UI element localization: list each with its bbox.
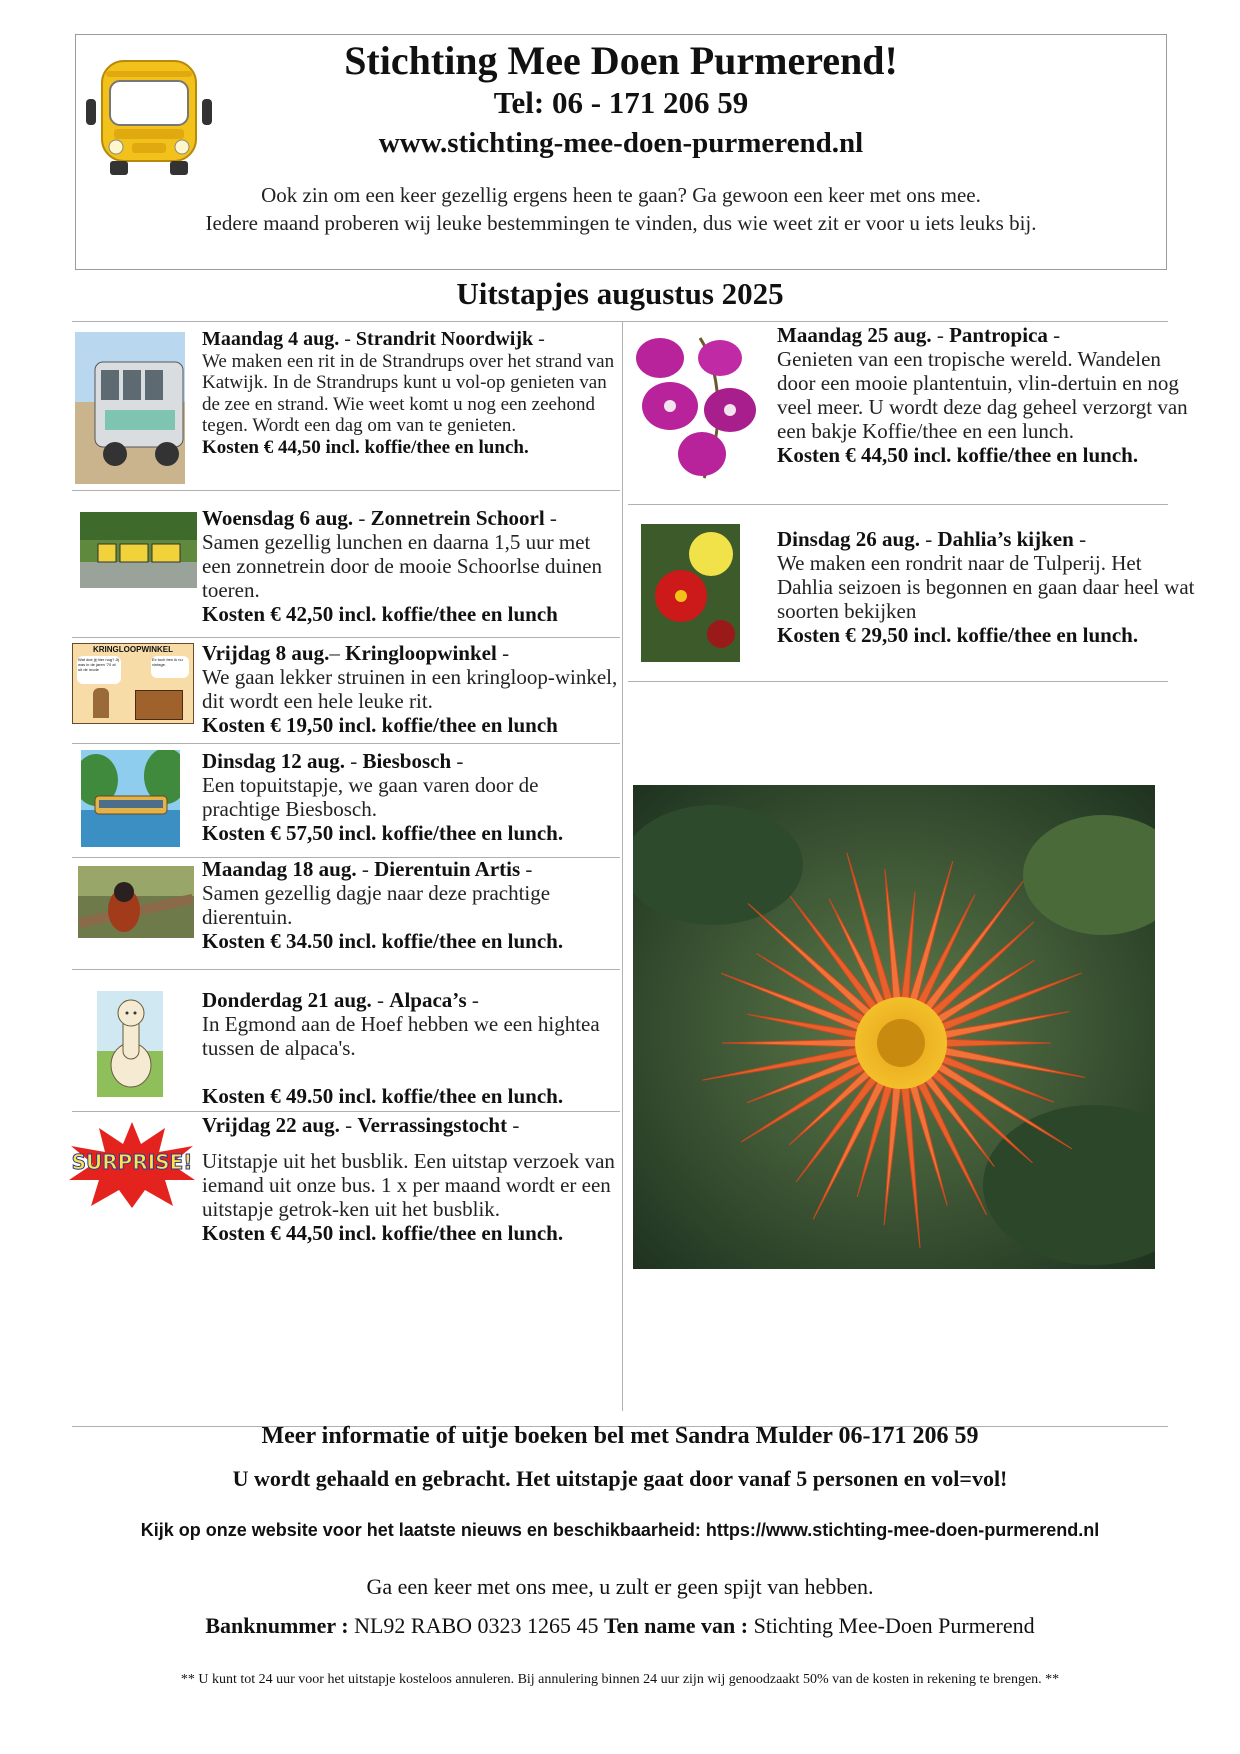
biesbosch-boat-image xyxy=(81,750,180,847)
trip-separator: - xyxy=(931,323,950,347)
trip-separator: - xyxy=(544,506,557,530)
trip-separator: - xyxy=(507,1113,520,1137)
artis-monkey-photo xyxy=(78,866,194,938)
trip-separator: – xyxy=(329,641,346,665)
kringloop-bubble-left: Wat doe jij hier nog? Jij was in de jaren '70 al uit de mode xyxy=(77,656,121,684)
trip-name: Verrassingstocht xyxy=(357,1113,508,1137)
trip-separator: - xyxy=(371,988,390,1012)
trip-date: Maandag 4 aug. xyxy=(202,328,340,350)
trip-name: Zonnetrein Schoorl xyxy=(370,506,545,530)
org-website: www.stichting-mee-doen-purmerend.nl xyxy=(378,127,864,159)
divider xyxy=(72,969,620,970)
header-box xyxy=(75,34,1167,270)
trip-pantropica xyxy=(777,323,1197,467)
surprise-burst xyxy=(65,1120,199,1210)
pickup-info: U wordt gehaald en gebracht. Het uitstapje gaat door vanaf 5 personen en vol=vol! xyxy=(232,1466,1008,1491)
surprise-label: SURPRISE! xyxy=(71,1150,193,1174)
trip-zonnetrein-schoorl xyxy=(202,506,620,626)
lamp-icon xyxy=(93,688,109,718)
divider xyxy=(72,743,620,744)
column-divider xyxy=(622,321,623,1411)
trip-name: Pantropica xyxy=(949,323,1048,347)
bank-separator: : xyxy=(335,1613,355,1638)
trip-separator: - xyxy=(339,328,356,350)
divider xyxy=(628,681,1168,682)
divider xyxy=(628,504,1168,505)
trip-name: Biesbosch xyxy=(362,749,452,773)
trip-dierentuin-artis xyxy=(202,857,620,953)
trip-cost: Kosten € 44,50 incl. koffie/thee en lunch. xyxy=(202,1221,564,1245)
bank-details xyxy=(0,1613,1240,1639)
trip-separator: - xyxy=(1047,323,1061,347)
trip-description: We maken een rit in de Strandrups over het strand van Katwijk. In de Strandrups kunt u vol-op genieten van de zee en strand. Wie weet komt u nog een zeehond tegen. Wordt een dag om van te genieten. xyxy=(202,350,615,436)
trip-separator: - xyxy=(520,857,533,881)
trip-kringloopwinkel xyxy=(202,641,620,737)
trip-separator: - xyxy=(533,328,545,350)
trip-date: Dinsdag 26 aug. xyxy=(777,527,920,551)
trip-separator: - xyxy=(353,506,371,530)
page-title: Uitstapjes augustus 2025 xyxy=(456,276,784,311)
bank-label: Banknummer xyxy=(205,1613,336,1638)
alpaca-cartoon xyxy=(97,991,163,1097)
trip-date: Maandag 18 aug. xyxy=(202,857,357,881)
trip-name: Alpaca’s xyxy=(389,988,467,1012)
trip-separator: - xyxy=(339,1113,358,1137)
trip-separator: - xyxy=(344,749,363,773)
trip-date: Donderdag 21 aug. xyxy=(202,988,372,1012)
intro-line-2: Iedere maand proberen wij leuke bestemmingen te vinden, dus wie weet zit er voor u iets leuks bij. xyxy=(205,211,1037,235)
trip-cost: Kosten € 44,50 incl. koffie/thee en lunch. xyxy=(202,436,529,458)
trip-date: Vrijdag 22 aug. xyxy=(202,1113,340,1137)
trip-description: We maken een rondrit naar de Tulperij. Het Dahlia seizoen is begonnen en gaan daar heel wat soorten bekijken xyxy=(777,551,1195,623)
trip-alpacas xyxy=(202,988,620,1108)
kringloop-bubble-right: Ex toch ben ik nu vintage. xyxy=(151,656,189,678)
trip-cost: Kosten € 29,50 incl. koffie/thee en lunch. xyxy=(777,623,1139,647)
trip-date: Dinsdag 12 aug. xyxy=(202,749,345,773)
trip-description: Een topuitstapje, we gaan varen door de prachtige Biesbosch. xyxy=(202,773,539,821)
trip-description: Samen gezellig dagje naar deze prachtige dierentuin. xyxy=(202,881,551,929)
strandrups-photo xyxy=(75,332,185,484)
trip-verrassingstocht xyxy=(202,1113,620,1245)
divider xyxy=(72,637,620,638)
kringloopwinkel-cartoon xyxy=(72,643,194,724)
trip-separator: - xyxy=(919,527,938,551)
trip-separator: - xyxy=(1073,527,1087,551)
trip-description: Samen gezellig lunchen en daarna 1,5 uur met een zonnetrein door de mooie Schoorlse duinen toeren. xyxy=(202,530,603,602)
website-note: Kijk op onze website voor het laatste nieuws en beschikbaarheid: https://www.stichting-mee-doen-purmerend.nl xyxy=(140,1520,1100,1540)
orchid-photo xyxy=(630,328,765,488)
trip-name: Dierentuin Artis xyxy=(374,857,521,881)
trip-cost: Kosten € 57,50 incl. koffie/thee en lunch. xyxy=(202,821,564,845)
account-name: Stichting Mee-Doen Purmerend xyxy=(753,1613,1035,1638)
trip-date: Vrijdag 8 aug. xyxy=(202,641,330,665)
trip-cost: Kosten € 44,50 incl. koffie/thee en lunch. xyxy=(777,443,1139,467)
org-phone: Tel: 06 - 171 206 59 xyxy=(493,85,749,120)
zonnetrein-photo xyxy=(80,512,197,588)
trip-cost: Kosten € 49.50 incl. koffie/thee en lunch. xyxy=(202,1084,564,1108)
dahlia-bouquet-photo xyxy=(641,524,740,662)
trip-separator: - xyxy=(451,749,464,773)
trip-name: Dahlia’s kijken xyxy=(937,527,1074,551)
account-name-label: Ten name van : xyxy=(604,1613,749,1638)
closing-line: Ga een keer met ons mee, u zult er geen spijt van hebben. xyxy=(366,1574,874,1599)
trip-separator: - xyxy=(466,988,479,1012)
orange-dahlia-photo xyxy=(633,785,1155,1269)
booking-info: Meer informatie of uitje boeken bel met Sandra Mulder 06-171 206 59 xyxy=(261,1423,979,1449)
trip-cost: Kosten € 19,50 incl. koffie/thee en lunch xyxy=(202,713,558,737)
trip-name: Strandrit Noordwijk xyxy=(355,328,534,350)
cabinet-icon xyxy=(135,690,183,720)
trip-date: Woensdag 6 aug. xyxy=(202,506,354,530)
divider xyxy=(72,321,1168,322)
divider xyxy=(72,490,620,491)
trip-name: Kringloopwinkel xyxy=(345,641,497,665)
trip-strandrit-noordwijk xyxy=(202,329,620,458)
trip-description: Genieten van een tropische wereld. Wandelen door een mooie plantentuin, vlin-dertuin en nog veel meer. U wordt deze dag geheel verzorgt van een bakje Koffie/thee en een lunch. xyxy=(777,347,1188,443)
trip-date: Maandag 25 aug. xyxy=(777,323,932,347)
trip-description: We gaan lekker struinen in een kringloop-winkel, dit wordt een hele leuke rit. xyxy=(202,665,618,713)
trip-cost: Kosten € 42,50 incl. koffie/thee en lunch xyxy=(202,602,558,626)
trip-separator: - xyxy=(356,857,375,881)
org-title: Stichting Mee Doen Purmerend! xyxy=(344,38,898,83)
trip-description: Uitstapje uit het busblik. Een uitstap verzoek van iemand uit onze bus. 1 x per maand wordt er een uitstapje getrok-ken uit het busblik. xyxy=(202,1149,615,1221)
trip-separator: - xyxy=(496,641,510,665)
trip-biesbosch xyxy=(202,749,620,845)
bank-number: NL92 RABO 0323 1265 45 xyxy=(354,1613,599,1638)
intro-line-1: Ook zin om een keer gezellig ergens heen te gaan? Ga gewoon een keer met ons mee. xyxy=(261,183,981,207)
cancellation-note: ** U kunt tot 24 uur voor het uitstapje kosteloos annuleren. Bij annulering binnen 24 uur zijn wij genoodzaakt 50% van de kosten in rekening te brengen. ** xyxy=(180,1672,1060,1687)
trip-description: In Egmond aan de Hoef hebben we een hightea tussen de alpaca's. xyxy=(202,1012,600,1060)
trip-cost: Kosten € 34.50 incl. koffie/thee en lunch. xyxy=(202,929,564,953)
kringloop-cartoon-title: KRINGLOOPWINKEL xyxy=(93,645,173,654)
intro-text xyxy=(76,181,1166,237)
trip-dahlias-kijken xyxy=(777,527,1197,647)
divider xyxy=(72,1111,620,1112)
